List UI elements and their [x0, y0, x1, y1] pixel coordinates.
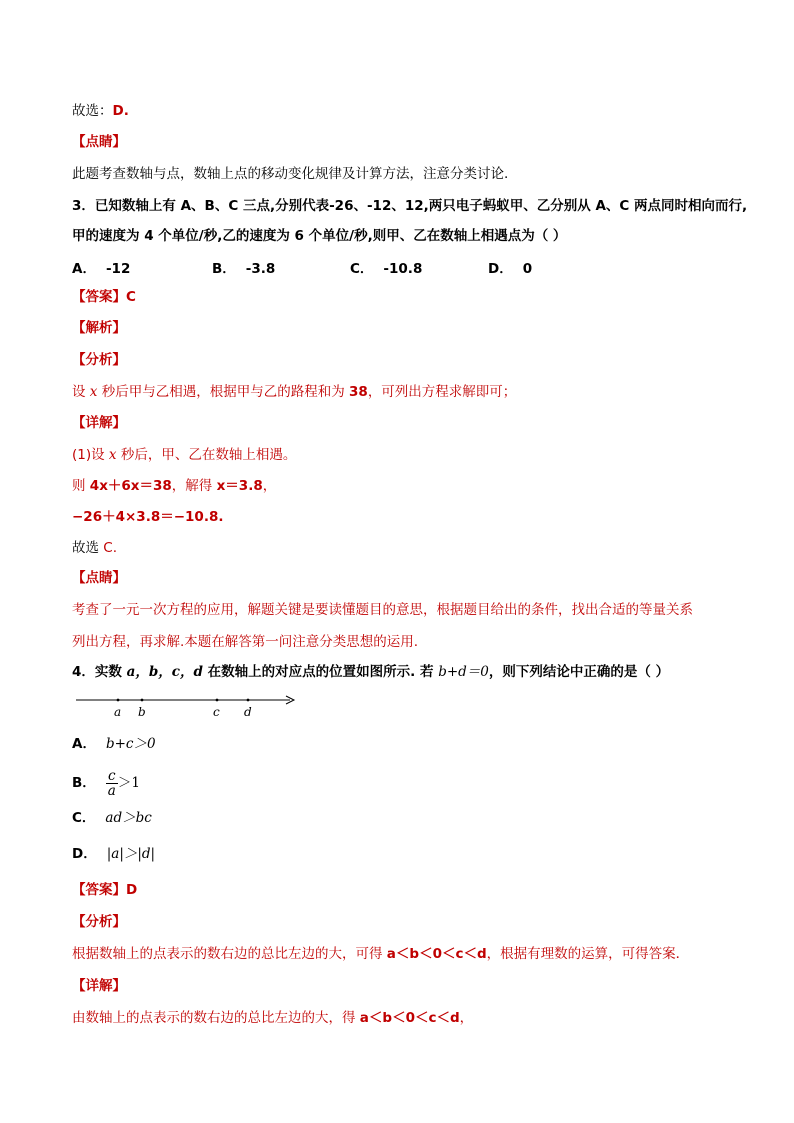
question-4-option-c: [72, 808, 152, 828]
number-38: 38: [349, 384, 368, 400]
option-label: A．: [72, 261, 96, 277]
option-expr: ad＞bc: [105, 810, 152, 826]
option-label: C．: [72, 810, 96, 826]
question-4-option-a: [72, 734, 156, 754]
question-3-option-c: [350, 257, 422, 277]
question-3-option-b: [212, 257, 275, 277]
point-b: [141, 699, 144, 702]
variables: a，b，c，d: [126, 664, 203, 680]
option-value: -3.8: [245, 261, 276, 277]
answer-value: C: [126, 289, 136, 305]
option-label: B．: [72, 775, 96, 791]
answer-mark: 【答案】: [72, 289, 126, 305]
question-3-dianjing-line1: 考查了一元一次方程的应用，解题关键是要读懂题目的意思，根据题目给出的条件，找出合适的等量关系: [72, 602, 693, 618]
text-part: ，则下列结论中正确的是（ ）: [488, 664, 670, 680]
condition: b+d＝0: [438, 664, 489, 680]
question-3-analysis-text: [72, 382, 516, 402]
fenxi-mark: 【分析】: [72, 352, 126, 368]
text-part: ，: [459, 1010, 474, 1026]
label-a: a: [114, 705, 122, 719]
solution: x＝3.8: [216, 478, 263, 494]
point-c: [216, 699, 219, 702]
question-4-detail-line: [72, 1008, 473, 1028]
text-part: 秒后，甲、乙在数轴上相遇。: [116, 447, 297, 463]
point-d: [247, 699, 250, 702]
point-a: [117, 699, 120, 702]
text-part: 秒后甲与乙相遇，根据甲与乙的路程和为: [97, 384, 350, 400]
question-3-stem-line2: 甲的速度为 4 个单位/秒,乙的速度为 6 个单位/秒,则甲、乙在数轴上相遇点为（ ）: [72, 228, 567, 244]
question-4-stem: [72, 662, 669, 682]
xiangjie-mark: 【详解】: [72, 978, 126, 994]
variable-x: x: [89, 384, 98, 400]
fenxi-mark: 【分析】: [72, 914, 126, 930]
variable-x: x: [108, 447, 117, 463]
question-3-dianjing-line2: 列出方程，再求解.本题在解答第一问注意分类思想的运用.: [72, 634, 419, 650]
fraction-denominator: a: [107, 782, 116, 799]
option-label: D．: [488, 261, 513, 277]
question-3-fenxi-heading: [72, 350, 126, 370]
answer-value: D: [126, 882, 138, 898]
equation: 4x＋6x＝38: [89, 478, 172, 494]
label-c: c: [213, 705, 220, 719]
inequality: a＜b＜0＜c＜d: [386, 946, 487, 962]
text-part: ，根据有理数的运算，可得答案．: [486, 946, 690, 962]
option-expr: |a|＞|d|: [106, 846, 156, 862]
jiexi-mark: 【解析】: [72, 320, 126, 336]
question-3-stem-line1: 3．已知数轴上有 A、B、C 三点,分别代表-26、-12、12,两只电子蚂蚁甲、乙分别从 A、C 两点同时相向而行,: [72, 198, 748, 214]
text-part: ，解得: [171, 478, 217, 494]
option-label: B．: [212, 261, 236, 277]
question-3-option-a: [72, 257, 130, 277]
text-part: 根据数轴上的点表示的数右边的总比左边的大，可得: [72, 946, 387, 962]
text-part: 4．实数: [72, 664, 127, 680]
question-3-detail-line4: [72, 538, 117, 558]
option-value: -10.8: [383, 261, 423, 277]
text-part: 在数轴上的对应点的位置如图所示. 若: [202, 664, 439, 680]
number-line-figure: [72, 690, 302, 720]
question-4-option-b: [72, 768, 140, 798]
label-b: b: [138, 705, 146, 719]
answer-mark: 【答案】: [72, 882, 126, 898]
question-3-detail-line2: [72, 476, 276, 496]
choice: C.: [103, 540, 118, 556]
answer-prefix: 故选：: [72, 103, 113, 119]
question-3-detail-line1: [72, 445, 296, 465]
label-d: d: [244, 705, 252, 719]
question-3-answer-line: [72, 287, 136, 307]
question-4-answer-line: [72, 880, 137, 900]
question-3-detail-line3: −26＋4×3.8＝−10.8.: [72, 509, 224, 525]
option-expr: b+c＞0: [105, 736, 156, 752]
inequality: a＜b＜0＜c＜d: [359, 1010, 460, 1026]
fraction-numerator: c: [106, 769, 118, 784]
text-part: ，: [262, 478, 277, 494]
key-point-heading: [72, 132, 126, 152]
previous-answer-line: [72, 101, 129, 121]
option-label: C．: [350, 261, 374, 277]
option-expr: ＞1: [117, 775, 140, 791]
question-3-jiexi-heading: [72, 318, 126, 338]
question-4-analysis-text: [72, 944, 689, 964]
text-part: 则: [72, 478, 90, 494]
question-4-xiangjie-heading: [72, 976, 126, 996]
text-part: ，可列出方程求解即可；: [367, 384, 517, 400]
answer-choice: D.: [112, 103, 129, 119]
dianjing-mark: 【点睛】: [72, 570, 126, 586]
question-4-option-d: [72, 844, 155, 864]
fraction-c-over-a: [106, 769, 118, 798]
option-label: A．: [72, 736, 96, 752]
text-part: 故选: [72, 540, 104, 556]
key-point-text: 此题考查数轴与点，数轴上点的移动变化规律及计算方法，注意分类讨论.: [72, 166, 509, 182]
question-3-xiangjie-heading: [72, 413, 126, 433]
text-part: (1)设: [72, 447, 109, 463]
option-value: 0: [522, 261, 533, 277]
question-4-fenxi-heading: [72, 912, 126, 932]
option-value: -12: [105, 261, 131, 277]
question-3-dianjing-heading: [72, 568, 126, 588]
dianjing-mark: 【点睛】: [72, 134, 126, 150]
question-3-option-d: [488, 257, 532, 277]
option-label: D．: [72, 846, 97, 862]
text-part: 设: [72, 384, 90, 400]
xiangjie-mark: 【详解】: [72, 415, 126, 431]
text-part: 由数轴上的点表示的数右边的总比左边的大，得: [72, 1010, 360, 1026]
